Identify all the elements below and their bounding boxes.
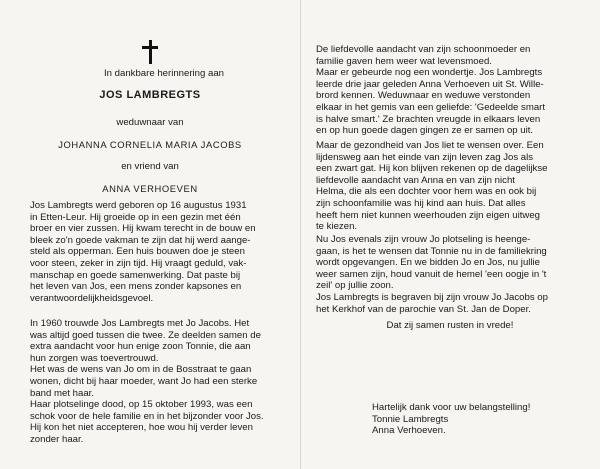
text-line: brord kennen. Weduwnaar en weduwe verstonden [316,90,531,102]
text-line: was altijd goed tussen die twee. Ze deelden samen de [30,329,261,341]
text-line: steld als opperman. Een huis bouwen doe je steen [30,246,245,258]
text-line: wordt opgevangen. En we bidden Jo en Jos, nu jullie [316,257,541,269]
text-line: schok voor de hele familie en in het bijzonder voor Jos. [30,410,264,422]
fold-line [300,0,301,469]
text-line: band met haar. [30,387,95,399]
text-line: het Kerkhof van de parochie van St. Jan de Doper. [316,303,531,315]
right-paragraph-3 [316,234,584,315]
signature-tonnie: Tonnie Lambregts [372,413,449,425]
text-line: te kiezen. [316,221,358,233]
text-line: verantwoordelijkheidsgevoel. [30,292,154,304]
text-line: bleek zo'n goede vakman te zijn dat hij werd aange- [30,234,251,246]
text-line: lijdensweg aan het einde van zijn leven zag Jos als [316,151,534,163]
left-paragraph-1 [30,200,285,304]
text-line: heeft hem niet kunnen weerhouden zijn eigen uitweg [316,209,541,221]
thanks-line: Hartelijk dank voor uw belangstelling! [372,402,531,413]
text-line: in Etten-Leur. Hij groeide op in een gezin met één [30,211,241,223]
text-line: Nu Jos evenals zijn vrouw Jo plotseling is heenge- [316,234,531,245]
text-line: In 1960 trouwde Jos Lambregts met Jo Jacobs. Het [30,318,250,329]
text-line: en op hun goede dagen gingen ze er samen op uit. [316,125,534,137]
text-line: zonder haar. [30,433,84,445]
text-line: gaan, is het te wensen dat Tonnie nu in de familiekring [316,245,547,257]
text-line: zeil' op jullie zoon. [316,280,394,292]
text-line: familie gaven hem weer wat levensmoed. [316,55,492,67]
text-line: Haar plotselinge dood, op 15 oktober 1993, was een [30,399,253,411]
text-line: Maar de gezondheid van Jos liet te wensen over. Een [316,140,544,151]
thanks-block [372,402,582,437]
widower-of-text: weduwnaar van [116,117,184,128]
closing-text: Dat zij samen rusten in vrede! [386,320,514,331]
text-line: Helma, die als een dochter voor hem was en ook bij [316,186,537,198]
friend-of-text: en vriend van [121,161,179,172]
deceased-name: JOS LAMBREGTS [99,89,201,101]
text-line: Het was de wens van Jo om in de Bosstraat te gaan [30,364,252,376]
text-line: zijn schoonfamilie was hij kind aan huis. Dat alles [316,197,526,209]
wife-name: JOHANNA CORNELIA MARIA JACOBS [58,139,242,150]
text-line: een zwart gat. Hij kon blijven rekenen op de dagelijkse [316,163,548,175]
cross-icon [142,40,158,64]
text-line: Jos Lambregts is begraven bij zijn vrouw Jo Jacobs op [316,291,548,303]
right-paragraph-1 [316,44,584,137]
text-line: wonen, dicht bij haar moeder, want Jo had een sterke [30,375,258,387]
intro-text: In dankbare herinnering aan [104,68,225,79]
left-paragraph-2 [30,318,285,446]
text-line: voor steen, zeker in zijn tijd. Hij vraagt geduld, vak- [30,257,247,269]
text-line: Jos Lambregts werd geboren op 16 augustus 1931 [30,200,247,211]
text-line: is halve smart.' Ze brachten vreugde in elkaars leven [316,113,541,125]
text-line: De liefdevolle aandacht van zijn schoonmoeder en [316,44,531,55]
text-line: manschap en goede samenwerking. Dat paste bij [30,269,241,281]
friend-name: ANNA VERHOEVEN [102,183,198,194]
text-line: elkaar in het gemis van een geliefde: 'Gedeelde smart [316,101,546,113]
text-line: broer en vier zussen. Hij kwam terecht in de bouw en [30,223,256,235]
text-line: het leven van Jos, een mens zonder kapsones en [30,281,242,293]
text-line: liefdevolle aandacht van Anna en van zijn nicht [316,174,515,186]
text-line: hun zorgen was toevertrouwd. [30,352,159,364]
right-paragraph-2 [316,140,584,233]
text-line: extra aandacht voor hun enige zoon Tonnie, die aan [30,341,251,353]
text-line: leerde drie jaar geleden Anna Verhoeven uit St. Wille- [316,78,544,90]
text-line: Maar er gebeurde nog een wondertje. Jos Lambregts [316,67,543,79]
signature-anna: Anna Verhoeven. [372,425,446,437]
text-line: weer samen zijn, houd vanuit de hemel 'een oogje in 't [316,268,547,280]
text-line: Hij kon het niet accepteren, hoe wou hij verder leven [30,422,253,434]
